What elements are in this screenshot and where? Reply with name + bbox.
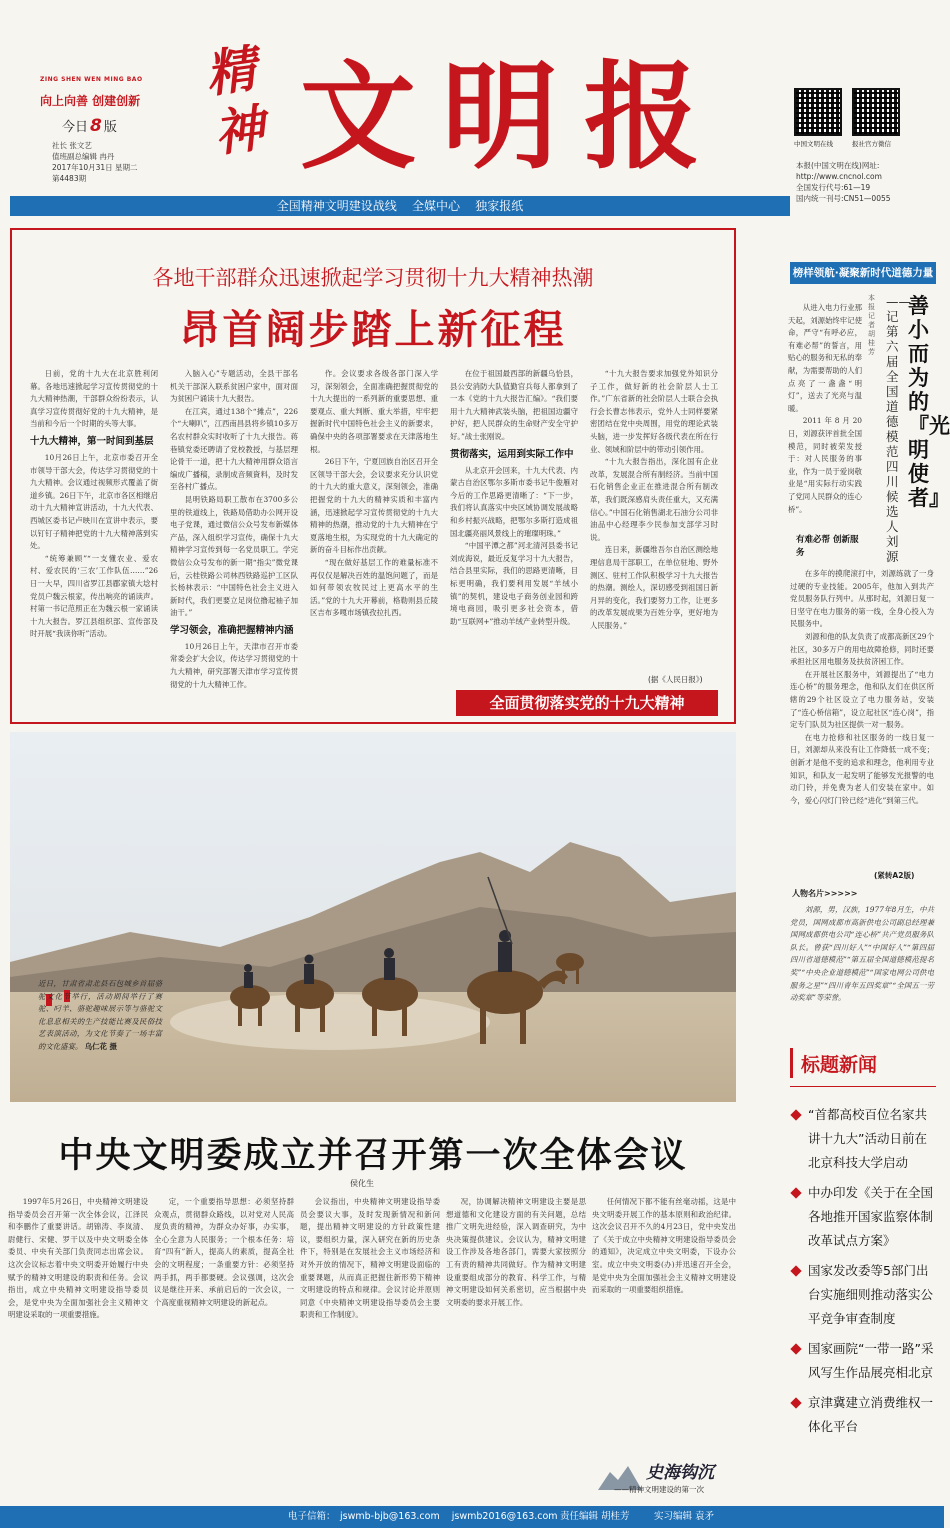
nav-bar xyxy=(10,196,790,216)
diamond-bullet-icon xyxy=(790,1187,801,1198)
masthead xyxy=(0,0,944,218)
issue-number: 第4483期 xyxy=(52,174,87,183)
lead-kicker: 各地干部群众迅速掀起学习贯彻十九大精神热潮 xyxy=(152,266,594,290)
news-box xyxy=(790,1048,936,1434)
diamond-bullet-icon xyxy=(790,1343,801,1354)
news-item[interactable]: 京津冀建立消费维权一体化平台 xyxy=(790,1391,936,1439)
series-title: 史海钩沉 xyxy=(646,1463,714,1483)
news-list xyxy=(790,1103,936,1439)
slogan: 向上向善 创建创新 xyxy=(40,94,141,108)
second-byline: 侯化生 xyxy=(350,1179,374,1188)
logo-small: ZING SHEN WEN MING BAO xyxy=(40,76,143,83)
lead-story xyxy=(10,228,736,724)
paper-title: 文明报 xyxy=(300,49,726,185)
duty-editor: 值班副总编辑 冉丹 xyxy=(52,152,115,161)
today-pages: 今日 8 版 xyxy=(62,116,117,136)
news-title-rule xyxy=(790,1086,936,1087)
lead-col-5: “十九大报告要求加强党外知识分子工作，做好新的社会阶层人士工作。”广东省新的社会阶层人士联合会执行会长曹志伟表示，党外人士同样要紧密团结在党中央周围，用党的理论武装头脑，进一步发挥好各级代表在所在行业、领域和阶层中的带动引领作用。 “十九大报告指出，深化国有企业改革，发展混合所有制经济。当前中国石化销售企业正在推进混合所有制改革，我们既深感肩头责任重大，又充满信心。”中国石化销售湖北石油分公司非油品中心经理李少民参加支部学习时说。 连日来，新疆维吾尔自治区测绘地理信息局干部职工，在单位驻地、野外测区、驻村工作队积极学习十九大报告的热潮。测绘人，深切感受到祖国日新月异的变化，我们要努力工作，让更多的改革发展成果为百姓分享，更好地为人民服务。” xyxy=(590,369,718,630)
second-headline: 中央文明委成立并召开第一次全体会议 xyxy=(58,1136,688,1176)
masthead-meta xyxy=(52,140,138,184)
feature-mini-sub: 有难必帮 创新服务 xyxy=(796,535,859,558)
camel-race-photo xyxy=(10,732,736,1102)
site-url[interactable]: http://www.cncnol.com xyxy=(796,172,882,181)
president: 社长 张文艺 xyxy=(52,141,92,150)
series-logo xyxy=(598,1456,738,1500)
news-item[interactable]: “首都高校百位名家共讲十九大”活动日前在北京科技大学启动 xyxy=(790,1103,936,1175)
footer-editor: 责任编辑 胡桂芳 xyxy=(560,1511,630,1522)
footer-intern: 实习编辑 袁矛 xyxy=(654,1511,715,1522)
second-col-5: 任何情况下都不能有丝毫动摇，这是中央文明委开展工作的基本原则和政治纪律。这次会议召开不久的4月23日，党中央发出了《关于成立中央精神文明建设指导委员会的通知》，决定成立中央文明委，下设办公室。成立中央文明委(办)并迅速召开全会，是党中央为全面加强社会主义精神文明建设而采取的一项重要组织措施。 xyxy=(592,1197,736,1295)
lead-col-2: 入脑入心”专题活动，全县干部名机关干部深入联系贫困户家中，面对面为贫困户诵读十九大报告。 在江宾，通过138个“摊点”，226个“大喇叭”，江西南昌县将乡镇10多万名农村群众实时收听了十九大报告。蒋巷镇党委还聘请了党校教授，与基层理论骨干一道，把十九大精神用群众语言编成广播稿，录制成音频資料，及时发至各村广播点。 昆明铁路局职工散布在3700多公里的铁道线上，铁路局借助办公网开设电子党课，通过微信公众号发布新媒体产品，深入组织学习宣传，确保十九大精神学习宣传到每一名党员职工。学完微信公众号发布的新一期“指尖”微党课后，云桂铁路公司林西铁路巡护工区队长杨林表示：“中国特色社会主义进入新时代，我们更要立足岗位撸起袖子加油干。” 学习领会，准确把握精神内涵 10月26日上午，天津市召开市委常委会扩大会议，传达学习贯彻党的十九大精神，研究部署天津市学习宣传贯彻党的十九大精神工作。 xyxy=(170,369,298,689)
news-item[interactable]: 国家发改委等5部门出台实施细则推动落实公平竞争审查制度 xyxy=(790,1259,936,1331)
subhead-1: 十九大精神，第一时间到基层 xyxy=(30,435,154,447)
lead-col-1: 日前，党的十九大在北京胜利闭幕。各地迅速掀起学习宣传贯彻党的十九大精神热潮，干部群众纷纷表示，认真学习宣传贯彻好党的十九大精神，是当前和今后一个时期的头等大事。 十九大精神，第一时间到基层 10月26日上午，北京市委召开全市领导干部大会，传达学习贯彻党的十九大精神。会议通过视频形式覆盖了街道乡镇。26日下午，北京市各区相继启动十九大精神宣讲活动，十九大代表、西城区委书记卢映川在宣讲中表示，要以钉钉子精神把党的十九大精神落到实处。 “统筹兼顾”“一支懂农业、爱农村、爱农民的‘三农’工作队伍……”26日一大早，四川省罗江县郿家镇大埝村党员户魏云根家，传出响亮的诵读声。村第一书记范照正在为魏云根一家诵读十九大报告。罗江县组织部、宣传部及时开展“我读你听”活动。 xyxy=(30,369,158,639)
footer-bar xyxy=(0,1506,944,1528)
news-title: 标题新闻 xyxy=(790,1048,936,1078)
diamond-bullet-icon xyxy=(790,1109,801,1120)
series-subtitle: ——精神文明建设的第一次 xyxy=(614,1485,704,1494)
second-col-2: 定，一个重要指导思想：必须坚持群众观点，贯彻群众路线，以对党对人民高度负责的精神，为群众办好事，办实事，全心全意为人民服务；一个根本任务：培育“四有”新人，提高人的素质，提高全社会的文明程度；一条重要方针：必须坚持两手抓，两手都要硬。会议强调，这次会议是继往开来、承前启后的一次会议，一个高度重视精神文明建设的新起点。 xyxy=(154,1197,294,1307)
qr-code-wechat[interactable]: 报社官方微信 xyxy=(852,88,900,148)
lead-col-4: 在位于祖国最西部的新疆乌恰县，县公安消防大队值勤官兵每人都拿到了一本《党的十九大报告汇编》。“我们要用十九大精神武装头脑，把祖国边疆守护好，把人民群众的生命财产安全守护好。”战士张刚说。 贯彻落实，运用到实际工作中 从北京开会回来，十九大代表、内蒙古自治区鄂尔多斯市委书记牛俊雁对今后的工作思路更清晰了：“下一步，我们将认真落实中央区域协调发展战略和乡村振兴战略，把鄂尔多斯打造成祖国北疆亮丽风景线上的璀璨明珠。” “中国平潭之都”河北清河县委书记刘成海说，最近反复学习十九大报告，结合县里实际，我们的思路更清晰，目标更明确，我们要利用发展“羊绒小镇”的契机，建设电子商务创业园和跨境电商园，吸引更多社会资本，借助“互联网+”推动羊绒产业转型升级。 xyxy=(450,369,578,626)
email-label: 电子信箱： xyxy=(288,1511,336,1522)
feature-col-top: 从进入电力行业那天起，刘源始终牢记使命，严守“有呼必应，有难必帮”的誓言，用贴心的服务和无私的奉献，为需要帮助的人们点亮了一盏盏“明灯”，送去了光亮与温暖。 2011年8月20日，刘源获评首批全国模范，同时被荣发授于：对人民服务的事业，作为一员于爱岗敬业是“用实际行动实践了党同人民群众的连心桥”。 xyxy=(788,303,862,514)
rail-tag: 榜样领航·凝聚新时代道德力量 xyxy=(790,262,936,284)
lead-headline: 昂首阔步踏上新征程 xyxy=(179,307,567,353)
email-addresses[interactable]: jswmb-bjb@163.com jswmb2016@163.com xyxy=(340,1511,558,1522)
second-col-4: 况，协调解决精神文明建设主要是思想道德和文化建设方面的有关问题，总结推广文明先进经验，深入调查研究，为中央决策提供建议。会议认为，精神文明建设工作涉及各地各部门，需要大家按照分工有责的精神共同做好。作为精神文明建设重要组成部分的教育、科学工作，与精神文明建设如何关系密切，应当根据中央文明委的要求开展工作。 xyxy=(446,1197,586,1307)
qr-code-site[interactable]: 中国文明在线 xyxy=(794,88,842,148)
feature-title: 善小而为的『光明使者』 xyxy=(908,294,950,510)
title-script: 精神 xyxy=(201,38,269,164)
diamond-bullet-icon xyxy=(790,1397,801,1408)
site-info: 本报(中国文明在线)网址: http://www.cncnol.com 全国发行代号:61—19 国内统一刊号:CN51—0055 xyxy=(796,161,891,203)
diamond-bullet-icon xyxy=(790,1265,801,1276)
photo-caption: 近日，甘肃省肃北县石包城乡首届骆驼文化节举行，活动期间举行了赛驼、叼羊、骆驼趣味展示等与骆驼文化息息相关的生产技能比赛及民俗技艺表演活动，为文化节奏了一场丰富的文化盛宴。 乌仁花 摄 xyxy=(38,979,162,1051)
photo-credit: 乌仁花 摄 xyxy=(84,1041,117,1051)
feature-col-main: 在多年的摸爬滚打中，刘源练就了一身过硬的专业技能。2005年，他加入到共产党员服务队行列中。从那时起，刘源日复一日坚守在电力服务的第一线，全身心投入为民服务中。 刘源和他的队友负责了成都高新区29个社区，30多万户的用电故障抢修，同时还要承担社区用电服务及扶贫济困工作。 在开展社区服务中，刘源提出了“电力连心桥”的服务理念，他和队友们在供区所辖的29个社区设立了电力服务站，安装了“连心桥信箱”，设立起社区“连心岗”，指定专门队员为社区提供一对一服务。 在电力抢修和社区服务的一线日复一日，刘源却从来没有让工作降低一成不变；创新才是他不变的追求和理念，他利用专业知识，和队友一起发明了能够发光报警的电动门铃，并免费为老人们安装在家中。如今，爱心闪灯门铃已经“进化”到第三代。 xyxy=(790,569,934,805)
right-rail xyxy=(746,228,950,1504)
subhead-3: 贯彻落实，运用到实际工作中 xyxy=(450,448,574,460)
lead-source: (据《人民日报》) xyxy=(648,675,703,684)
feature-byline: 本报记者 胡桂芳 xyxy=(868,294,875,356)
second-col-1: 1997年5月26日，中央精神文明建设指导委员会召开第一次全体会议，江泽民和李鹏作了重要讲话。胡锦涛、李岚清、尉健行、宋健、罗干以及中央文明委全体委员、中央有关部门负责同志出席会议。这次会议标志着中央文明委开始履行中央赋予的精神文明建设的职责和任务。会议指出，成立中央精神文明建设指导委员会，是党中央为全面加强社会主义精神文明建设采取的一项重要措施。 xyxy=(8,1197,148,1320)
news-item[interactable]: 中办印发《关于在全国各地推开国家监察体制改革试点方案》 xyxy=(790,1181,936,1253)
subhead-2: 学习领会，准确把握精神内涵 xyxy=(170,624,294,636)
lead-col-3: 作。会议要求各级各部门深入学习，深刻领会，全面准确把握贯彻党的十九大提出的一系列新的重要思想、重要观点、重大判断、重大举措，牢牢把握新时代中国特色社会主义的新要求，确保中央的各项部署要求在天津落地生根。 26日下午，宁夏回族自治区召开全区领导干部大会，会议要求充分认识党的十九大的重大意义，深刻领会，准确把握党的十九大的精神实质和丰富内涵，迅速掀起学习宣传贯彻党的十九大精神的热潮，推动党的十九大精神在宁夏落地生根，为实现党的十九大确定的新的奋斗目标作出贡献。 “现在做好基层工作的难量标准不再仅仅是解决百姓的温饱问题了，而是如何带领农牧民过上更高水平的生活。”党的十九大开幕前，格勒则县丘陵区吉布多嘎市场镇孜拉扎西。 xyxy=(310,369,438,618)
person-label: 人物名片>>>>> xyxy=(792,889,858,898)
feature-subtitle: ——记第六届全国道德模范四川候选人刘源 xyxy=(886,294,911,564)
nav-text: 全国精神文明建设战线 全媒中心 独家报纸 xyxy=(276,199,524,213)
issue-date: 2017年10月31日 星期二 xyxy=(52,163,138,172)
person-card: 刘源，男，汉族，1977年8月生，中共党员，国网成都市高新供电公司副总经理兼国网成都供电公司“连心桥”共产党员服务队队长。曾获“四川好人”“中国好人”“第四届四川省道德模范”“第五届全国道德模范提名奖”“中央企业道德模范”“国家电网公司供电服务之星”“四川青年五四奖章”“全国五一劳动奖章”等荣誉。 xyxy=(790,905,934,1003)
feature-turn: (紧转A2版) xyxy=(874,871,915,880)
news-item[interactable]: 国家画院“一带一路”采风写生作品展亮相北京 xyxy=(790,1337,936,1385)
second-col-3: 会议指出，中央精神文明建设指导委员会要议大事，及时发现新情况和新问题，提出精神文明建设的方针政策性建议，要组织力量，深入研究在新的历史条件下，特别是在发展社会主义市场经济和对外开放的情况下，精神文明建设面临的重要课题，从而真正把握住新形势下精神文明建设的特点和规律。会议讨论并原则同意《中央精神文明建设指导委员会主要职责和工作制度》。 xyxy=(300,1197,440,1320)
lead-banner: 全面贯彻落实党的十九大精神 xyxy=(456,690,718,716)
